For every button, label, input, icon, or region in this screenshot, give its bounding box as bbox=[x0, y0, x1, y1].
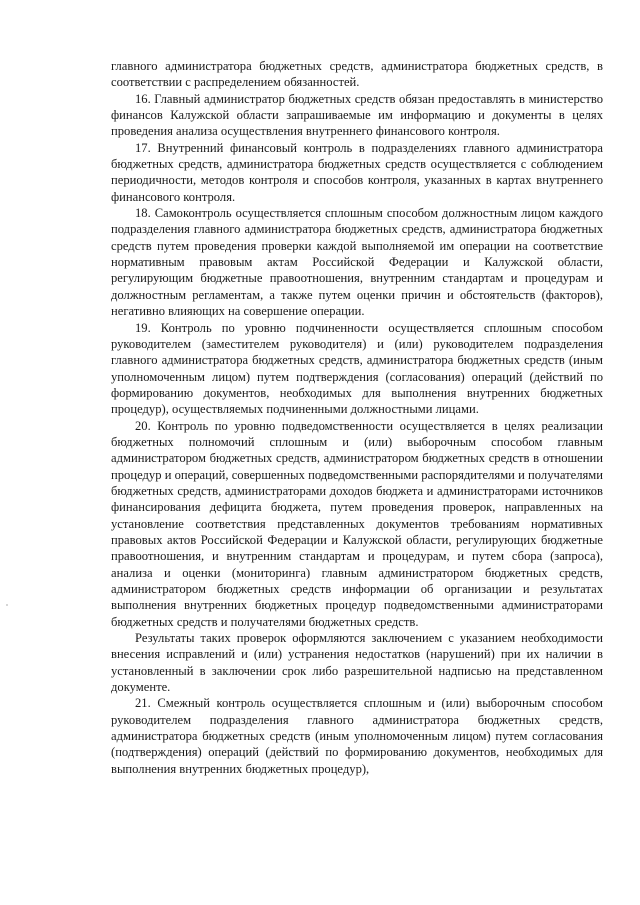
paragraph-17: 17. Внутренний финансовый контроль в подразделениях главного администратора бюджетных средств, администратора бюджетных средств осуществляется с соблюдением периодичности, методов контроля и способов контроля, указанных в картах внутреннего финансового контроля. bbox=[111, 140, 603, 204]
paragraph-20-results: Результаты таких проверок оформляются заключением с указанием необходимости внесения исправлений и (или) устранения недостатков (нарушений) при их наличии в установленный в заключении срок либо разрешительной надписью на представленном документе. bbox=[111, 631, 603, 695]
paragraph-continuation: главного администратора бюджетных средств, администратора бюджетных средств, в соответствии с распределением обязанностей. bbox=[111, 59, 603, 90]
paragraph-20: 20. Контроль по уровню подведомственности осуществляется в целях реализации бюджетных полномочий сплошным и (или) выборочным способом главным администратором бюджетных средств, администратором бюджетных средств в отношении процедур и операций, совершенных подведомственными распорядителями и получателями бюджетных средств, администраторами доходов бюджета и администраторами источников финансирования дефицита бюджета, путем проведения проверок, направленных на установление соответствия представленных документов требованиям нормативных правовых актов Российской Федерации и Калужской области, регулирующих бюджетные правоотношения, и внутренним стандартам и процедурам, и путем сбора (запроса), анализа и оценки (мониторинга) главным администратором бюджетных средств, администратором бюджетных средств информации об организации и результатах выполнения внутренних бюджетных процедур подведомственными администраторами бюджетных средств и получателями бюджетных средств. bbox=[111, 418, 603, 629]
scan-speck bbox=[6, 604, 8, 606]
paragraph-21: 21. Смежный контроль осуществляется сплошным и (или) выборочным способом руководителем подразделения главного администратора бюджетных средств, администратора бюджетных средств (иным уполномоченным лицом) путем согласования (подтверждения) операций (действий по формированию документов, необходимых для выполнения внутренних бюджетных процедур), bbox=[111, 696, 603, 776]
paragraph-19: 19. Контроль по уровню подчиненности осуществляется сплошным способом руководителем (заместителем руководителя) и (или) руководителем подразделения главного администратора бюджетных средств, администратора бюджетных средств (иным уполномоченным лицом) путем подтверждения (согласования) операций (действий по формированию документов, необходимых для выполнения внутренних бюджетных процедур), осуществляемых подчиненными должностными лицами. bbox=[111, 320, 603, 417]
paragraph-18: 18. Самоконтроль осуществляется сплошным способом должностным лицом каждого подразделения главного администратора бюджетных средств, администратора бюджетных средств путем проведения проверки каждой выполняемой им операции на соответствие нормативным правовым актам Российской Федерации и Калужской области, регулирующим бюджетные правоотношения, внутренним стандартам и процедурам и должностным регламентам, а также путем оценки причин и обстоятельств (факторов), негативно влияющих на совершение операции. bbox=[111, 206, 603, 319]
paragraph-16: 16. Главный администратор бюджетных средств обязан предоставлять в министерство финансов Калужской области запрашиваемые им информацию и документы в целях проведения анализа осуществления внутреннего финансового контроля. bbox=[111, 91, 603, 139]
document-body bbox=[111, 58, 603, 777]
